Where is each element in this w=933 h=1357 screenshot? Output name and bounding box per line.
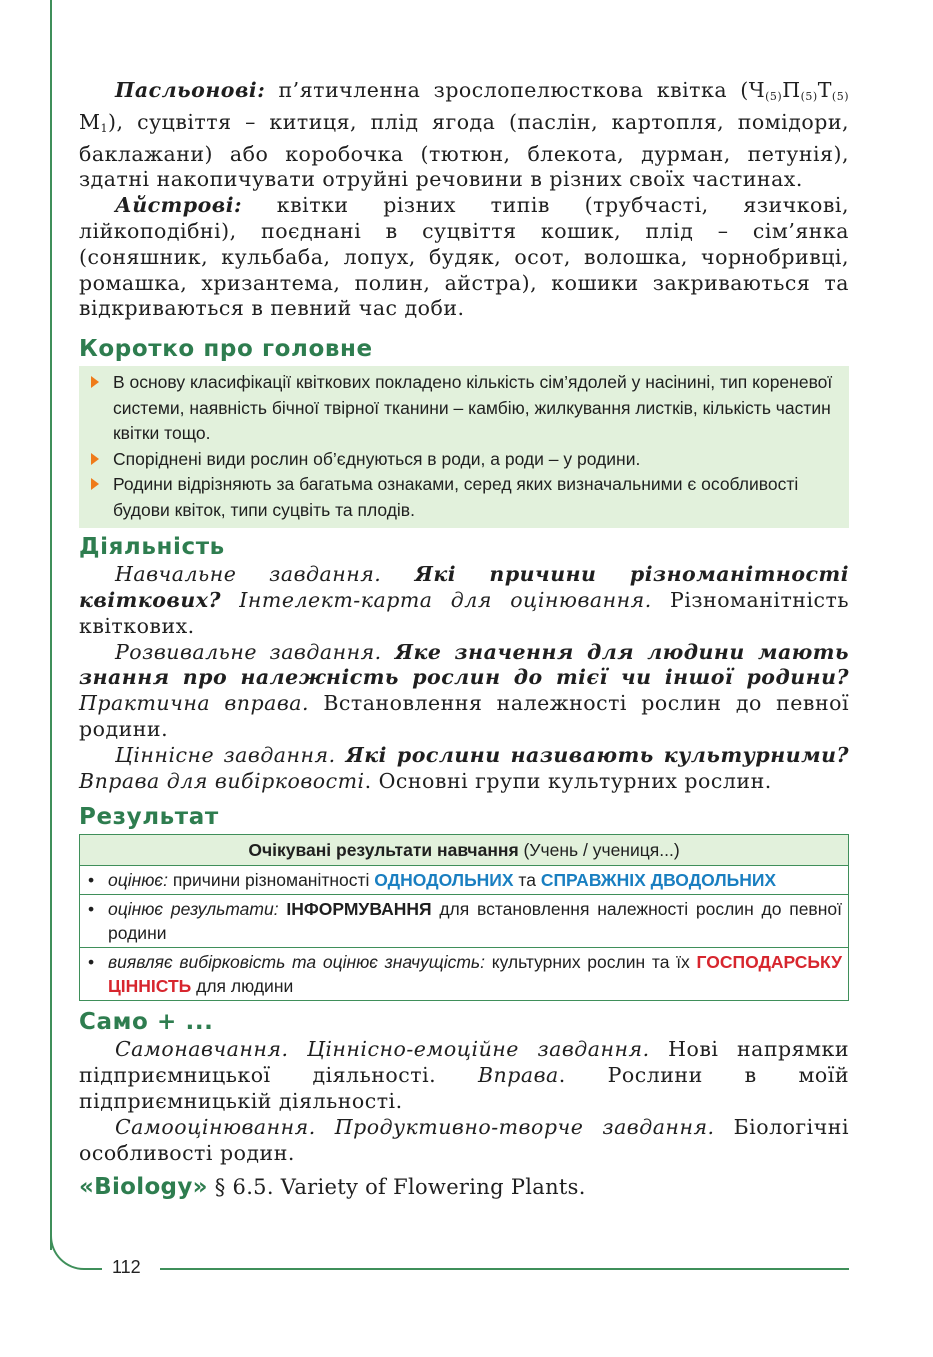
activity-paragraph: Розвивальне завдання. Яке значення для людини мають знання про належність рослин до тієї чи іншої родини? Практична вправа. Встановлення належності рослин до певної родини. [79, 639, 850, 741]
table-header: Очікувані результати навчання (Учень / учениця...) [80, 835, 849, 866]
family-solanaceae-paragraph: Пасльонові: п’ятичленна зрослопелюсткова квітка ($Ч_{(5)}П_{(5)}Т_{(5)}$ $М_1$), суцвіття – китиця, плід ягода (паслін, картопля, помідори, баклажани) або коробочка (тютюн, блекота, дурман, петунія), здатні накопичувати отруйні речовини в різних своїх частинах. [79, 78, 849, 192]
activity-paragraph: Навчальне завдання. Які причини різноманітності квіткових? Інтелект-карта для оцінювання. Різноманітність квіткових. [79, 562, 849, 638]
biology-reference: «Biology» § 6.5. Variety of Flowering Plants. [79, 1174, 586, 1201]
self-study-paragraph: Самонавчання. Ціннісно-емоційне завдання. Нові напрямки підприємницької діяльності. Вправа. Рослини в моїй підприємницькій діяльності. [79, 1037, 849, 1113]
biology-label: «Biology» [79, 1174, 208, 1201]
table-row: • виявляє вибірковість та оцінює значущість: культурних рослин та їх ГОСПОДАРСЬКУ ЦІННІСТЬ для людини [80, 948, 849, 1001]
bullet-dot: • [88, 899, 95, 920]
bullet-arrow-icon [91, 376, 99, 388]
left-margin-rule [50, 0, 52, 1250]
table-row: • оцінює: причини різноманітності ОДНОДОЛЬНИХ та СПРАВЖНІХ ДВОДОЛЬНИХ [80, 866, 849, 895]
summary-item: Родини відрізняють за багатьма ознаками, серед яких визначальними є особливості будови квіток, типи суцвіть та плодів. [89, 472, 837, 523]
summary-heading: Коротко про головне [79, 336, 373, 363]
page-number: 112 [112, 1257, 141, 1277]
bullet-dot: • [88, 870, 95, 891]
self-study-paragraph: Самооцінювання. Продуктивно-творче завдання. Біологічні особливості родин. [79, 1114, 849, 1165]
self-study-heading: Само + ... [79, 1009, 214, 1036]
results-table [79, 834, 849, 1001]
summary-item: Споріднені види рослин об’єднуються в роди, а роди – у родини. [89, 447, 837, 473]
table-row: • оцінює результати: ІНФОРМУВАННЯ для встановлення належності рослин до певної родини [80, 895, 849, 948]
family-term: Айстрові: [115, 193, 243, 218]
family-asteraceae-paragraph: Айстрові: квітки різних типів (трубчасті, язичкові, лійкоподібні), поєднані в суцвіття кошик, плід – сім’янка (соняшник, кульбаба, лопух, будяк, осот, волошка, чорнобривці, ромашка, хризантема, полин, айстра), кошики закриваються та відкриваються в певний час доби. [79, 193, 849, 321]
activity-heading: Діяльність [79, 534, 225, 561]
activity-paragraph: Ціннісне завдання. Які рослини називають культурними? Вправа для вибірковості. Основні групи культурних рослин. [79, 742, 849, 793]
bullet-arrow-icon [91, 478, 99, 490]
footer-rule [160, 1268, 849, 1270]
bullet-arrow-icon [91, 453, 99, 465]
summary-item: В основу класифікації квіткових покладено кількість сім’ядолей у насінині, тип кореневої системи, наявність бічної твірної тканини – камбію, жилкування листків, кількість частин квітки тощо. [89, 370, 837, 447]
table-header-row [80, 835, 849, 866]
result-heading: Результат [79, 804, 219, 831]
bullet-dot: • [88, 952, 95, 973]
summary-box [79, 366, 849, 528]
page-corner-curve [50, 1230, 102, 1270]
page-content [79, 78, 849, 1202]
family-term: Пасльонові: [115, 78, 266, 102]
